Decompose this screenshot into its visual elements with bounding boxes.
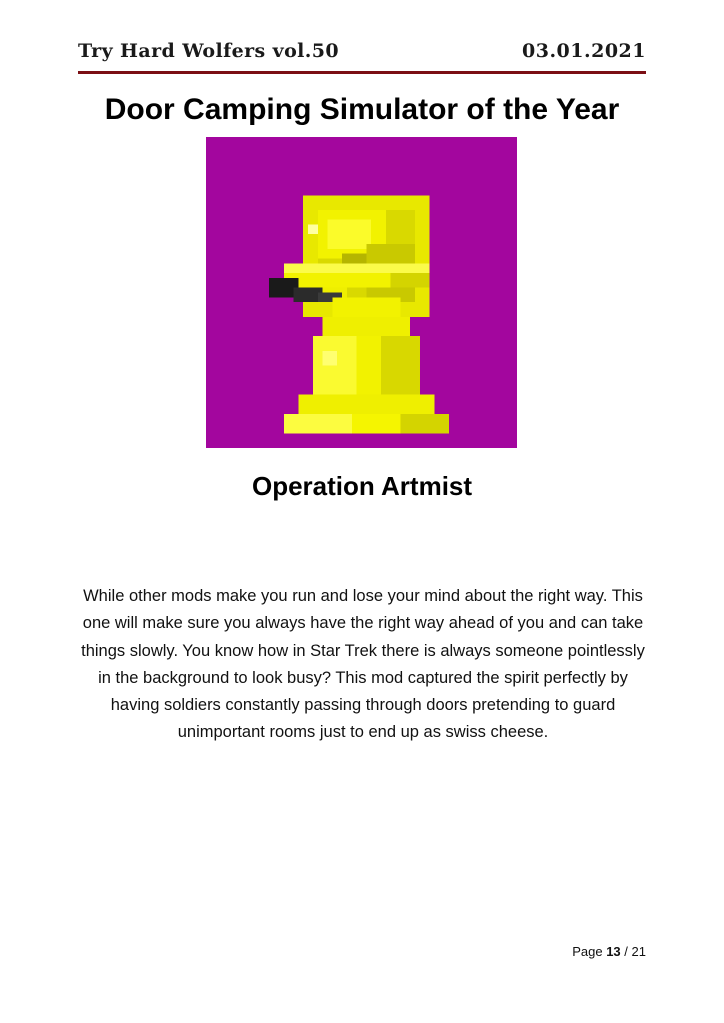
trophy-figure — [206, 137, 517, 448]
article-body: While other mods make you run and lose your mind about the right way. This one will make sure you always have the right way ahead of you and can take things slowly. You know how in Star Trek there is always someone pointlessly in the background to look busy? This mod captured the spirit perfectly by having soldiers constantly passing through doors pretending to guard unimportant rooms just to end up as swiss cheese. — [81, 587, 645, 742]
trophy-icon — [206, 137, 517, 448]
page-total: 21 — [631, 944, 646, 959]
page-label: Page — [572, 944, 603, 959]
figure-caption: Operation Artmist — [251, 471, 473, 501]
page-number: 13 — [606, 944, 621, 959]
page-header — [78, 40, 646, 62]
publication-date: 03.01.2021 — [522, 40, 646, 62]
publication-title: Try Hard Wolfers vol.50 — [78, 40, 340, 62]
header-divider — [78, 71, 646, 74]
article-title: Door Camping Simulator of the Year — [104, 93, 620, 126]
page-separator: / — [624, 944, 628, 959]
page-footer — [0, 944, 646, 959]
